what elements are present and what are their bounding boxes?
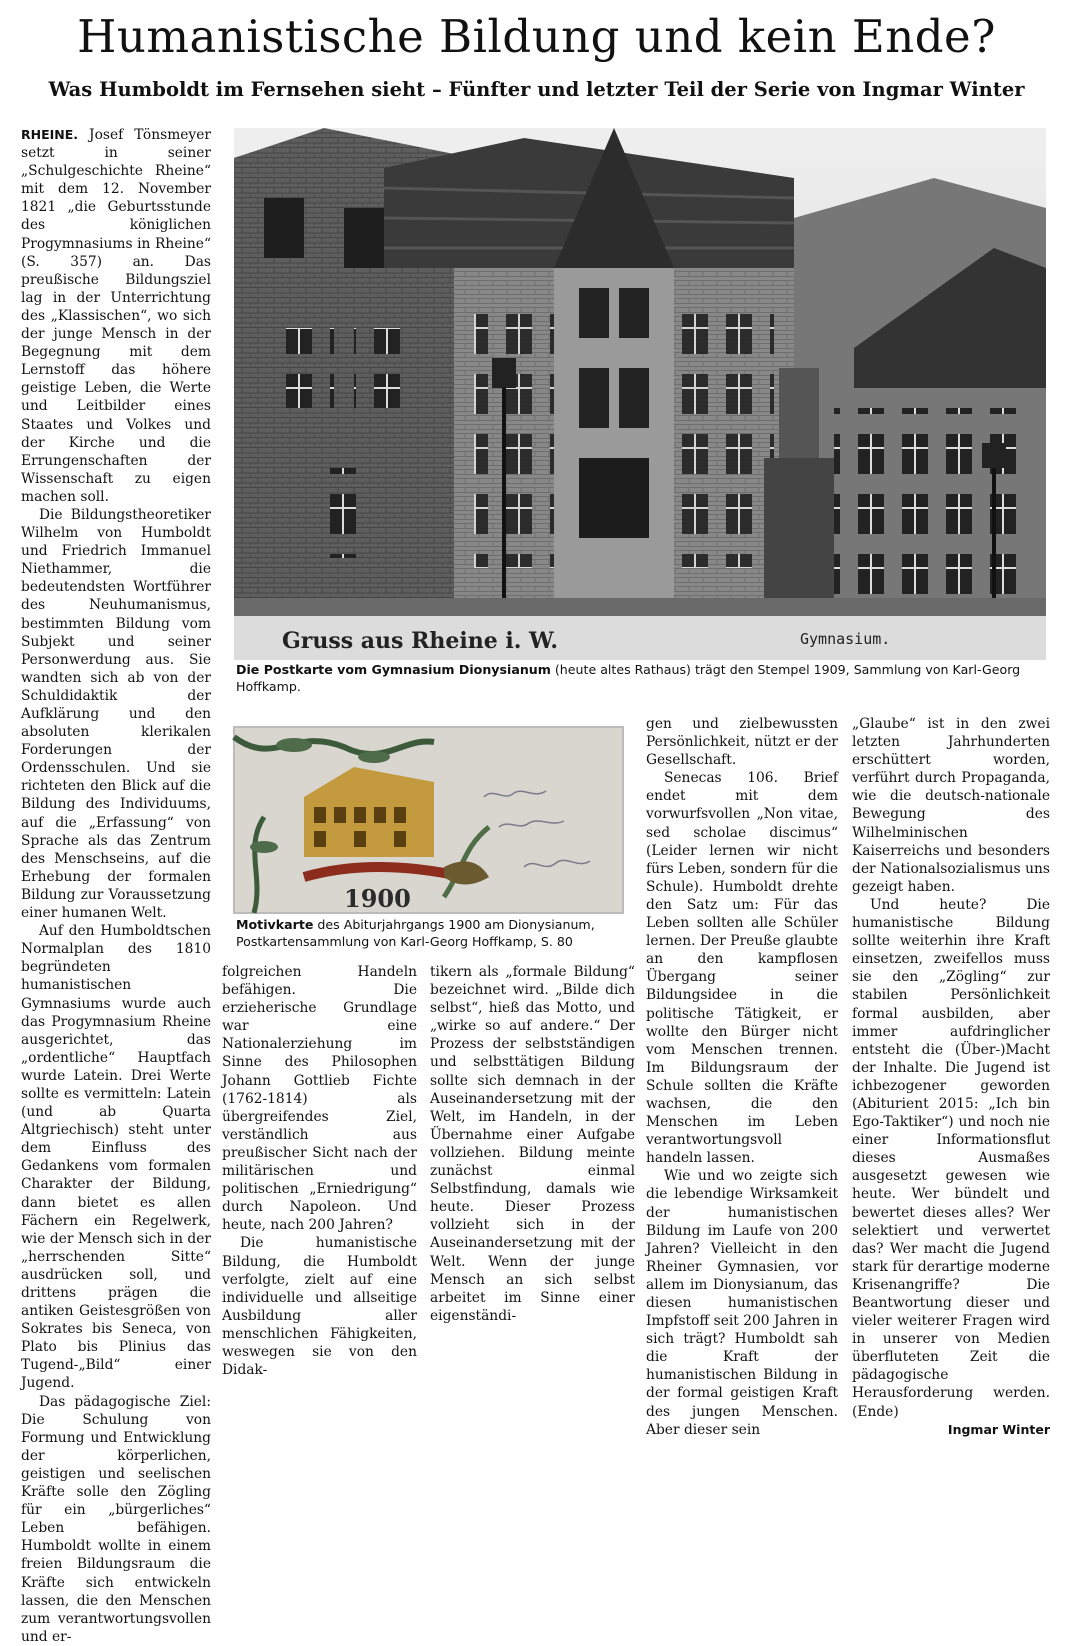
postcard-greeting: Gruss aus Rheine i. W. [282, 628, 558, 654]
paragraph: Auf den Humboldtschen Normalplan des 1810 begründeten humanistischen Gymnasiums wurde auch das Progymnasium Rheine ausgerichtet, das „ordentliche“ Hauptfach wurde Latein. Drei Werte sollte es vermitteln: Latein (und ab Quarta Altgriechisch) steht unter dem Einfluss des Gedankens vom formalen Charakter der Bildung, dann bietet es allen Fächern ein Regelwerk, wie der Mensch sich in der „herrschenden Sitte“ ausdrücken soll, und drittens prägen die antiken Geistesgrößen von Sokrates bis Seneca, von Plato bis Plinius das Tugend-„Bild“ einer Jugend. [21, 923, 211, 1392]
motif-card-year: 1900 [344, 884, 411, 913]
article-column-3 [430, 963, 635, 1324]
paragraph: RHEINE. Josef Tönsmeyer setzt in seiner „Schulgeschichte Rheine“ mit dem 12. November 1821 „die Geburtsstunde des königlichen Progymnasiums in Rheine“ (S. 357) an. Das preußische Bildungsziel lag in der Unterrichtung des „Klassischen“, wo sich der junge Mensch in der Begegnung mit dem Lernstoff das höhere geistige Leben, die Werte und Leitbilder eines Staates und Volkes und der Kirche und die Errungenschaften der Wissenschaft zu eigen machen soll. [21, 127, 211, 505]
photo-caption-2: Motivkarte des Abiturjahrgangs 1900 am Dionysianum, Postkartensammlung von Karl-Georg Hoffkamp, S. 80 [236, 917, 595, 949]
postcard-photo-gymnasium [234, 128, 1046, 660]
paragraph: Senecas 106. Brief endet mit dem vorwurfsvollen „Non vitae, sed scholae discimus“ (Leider lernen wir nicht fürs Leben, sondern für die Schule). Humboldt drehte den Satz um: Für das Leben sollten alle Schüler lernen. Der Preuße glaubte an den kampflosen Übergang seiner Bildungsidee in die politische Tätigkeit, er wollte den Bürger nicht vom Menschen trennen. Im Bildungsraum der Schule sollten die Kräfte wachsen, die den Menschen im Leben verantwortungsvoll handeln lassen. [646, 770, 838, 1167]
paragraph: Die humanistische Bildung, die Humboldt verfolgte, zielt auf eine individuelle und allseitige Ausbildung aller menschlichen Fähigkeiten, weswegen sie von den Didak- [222, 1235, 417, 1379]
paragraph: folgreichen Handeln befähigen. Die erzieherische Grundlage war eine Nationalerziehung im Sinne des Philosophen Johann Gottlieb Fichte (1762-1814) als übergreifendes Ziel, verständlich aus preußischer Sicht nach der militärischen und politischen „Erniedrigung“ durch Napoleon. Und heute, nach 200 Jahren? [222, 964, 417, 1234]
paragraph: Wie und wo zeigte sich die lebendige Wirksamkeit der humanistischen Bildung im Laufe von 200 Jahren? Vielleicht in den Rheiner Gymnasien, vor allem im Dionysianum, das diesen humanistischen Impfstoff seit 200 Jahren in sich trägt? Humboldt sah die Kraft der humanistischen Bildung in der formal geistigen Kraft des jungen Menschen. Aber dieser sein [646, 1168, 838, 1438]
author-name: Ingmar Winter [947, 1421, 1050, 1437]
photo-caption-1: Die Postkarte vom Gymnasium Dionysianum (heute altes Rathaus) trägt den Stempel 1909, Sammlung von Karl-Georg Hoffkamp. [236, 662, 1021, 694]
article-column-5 [852, 715, 1050, 1437]
paragraph: Die Bildungstheoretiker Wilhelm von Humboldt und Friedrich Immanuel Niethammer, die bedeutendsten Wortführer des Neuhumanismus, bestimmten Bildung vom Subjekt und seiner Personwerdung aus. Sie wandten sich ab von der Schuldidaktik der Aufklärung und den absoluten klerikalen Forderungen der Ordensschulen. Und sie richteten den Blick auf die Bildung des Individuums, auf die „Erfassung“ von Sprache als das Zentrum des Menschseins, auf die Erhebung der formalen Bildung zur Voraussetzung einer humanen Welt. [21, 506, 211, 922]
article-column-4 [646, 715, 838, 1438]
paragraph: „Glaube“ ist in den zwei letzten Jahrhunderten erschüttert worden, verführt durch Propaganda, wie die deutsch-nationale Bewegung des Wilhelminischen Kaiserreichs und besonders der Nationalsozialismus uns gezeigt haben. [852, 716, 1050, 895]
paragraph: Und heute? Die humanistische Bildung sollte weiterhin ihre Kraft einsetzen, zweifellos muss sie den „Zögling“ zur stabilen Persönlichkeit formal ausbilden, aber immer aufdringlicher entsteht die (Über-)Macht der Inhalte. Die Jugend ist ichbezogener geworden (Abiturient 2015: „Ich bin Ego-Taktiker“) und noch nie einer Informationsflut dieses Ausmaßes ausgesetzt gewesen wie heute. Wer bündelt und bewertet dieses alles? Wer selektiert und verwertet das? Wer macht die Jugend stark für derartige moderne Krisenangriffe? Die Beantwortung dieser und vieler weiterer Fragen wird in unserer von Medien überfluteten Zeit die pädagogische Herausforderung werden. (Ende) [852, 896, 1050, 1420]
motif-card-photo-1900 [234, 727, 623, 913]
paragraph: tikern als „formale Bildung“ bezeichnet wird. „Bilde dich selbst“, hieß das Motto, und „wirke so auf andere.“ Der Prozess der selbstständigen und selbsttätigen Bildung sollte sich demnach in der Auseinandersetzung mit der Welt, im Handeln, in der Übernahme einer Aufgabe vollziehen. Bildung meinte zunächst einmal Selbstfindung, damals wie heute. Dieser Prozess vollzieht sich in der Auseinandersetzung mit der Welt. Wenn der junge Mensch an sich selbst arbeitet im Sinne einer eigenständi- [430, 964, 635, 1324]
author-line [852, 1421, 1050, 1439]
dateline: RHEINE. [21, 127, 79, 142]
headline: Humanistische Bildung und kein Ende? [77, 10, 996, 63]
paragraph: Das pädagogische Ziel: Die Schulung von Formung und Entwicklung der körperlichen, geistigen und seelischen Kräfte solle den Zögling für ein „bürgerliches“ Leben befähigen. Humboldt wollte in einem freien Bildungsraum die Kräfte sich entwickeln lassen, die den Menschen zum verantwortungsvollen und er- [21, 1393, 211, 1645]
postcard-label: Gymnasium. [800, 630, 891, 648]
subheadline: Was Humboldt im Fernsehen sieht – Fünfter und letzter Teil der Serie von Ingmar Winter [48, 78, 1025, 101]
paragraph: gen und zielbewussten Persönlichkeit, nützt er der Gesellschaft. [646, 716, 838, 769]
article-column-1 [21, 126, 211, 1645]
article-column-2 [222, 963, 417, 1379]
